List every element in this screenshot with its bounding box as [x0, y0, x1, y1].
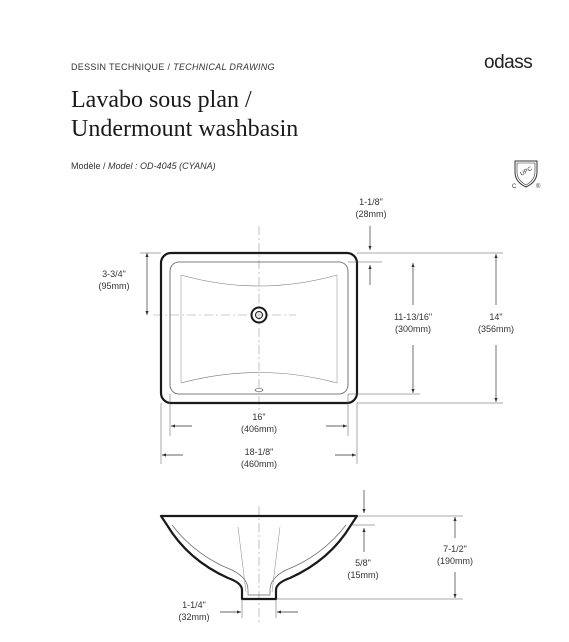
dim-outer-length-in: 14": [489, 312, 503, 322]
dim-height-in: 7-1/2": [443, 544, 467, 554]
top-view: [99, 197, 515, 469]
model-label-en: Model : OD-4045 (CYANA): [108, 161, 216, 171]
model-label-fr: Modèle: [71, 161, 101, 171]
title-line-fr: Lavabo sous plan /: [71, 87, 252, 113]
section-drain-right-line: [272, 527, 280, 592]
dim-drain-in: 1-1/4": [182, 600, 206, 610]
dim-rim-in: 5/8": [355, 558, 371, 568]
section-view: [161, 490, 473, 625]
dim-side-depth-mm: (95mm): [98, 281, 130, 291]
brand-logo: odass: [484, 52, 533, 73]
dim-drain-mm: (32mm): [178, 612, 210, 622]
dim-top-offset-in: 1-1/8": [359, 197, 383, 207]
dim-outer-width-in: 18-1/8": [244, 447, 274, 457]
dim-inner-width-mm: (406mm): [240, 424, 278, 434]
dim-outer-length-mm: (356mm): [477, 324, 515, 334]
cert-c-letter: C: [512, 184, 517, 190]
dim-inner-length-mm: (300mm): [394, 324, 432, 334]
drawing-type-fr: DESSIN TECHNIQUE: [71, 62, 165, 72]
drawing-type-separator: /: [164, 62, 174, 72]
model-separator: /: [100, 161, 109, 171]
dim-rim-mm: (15mm): [347, 570, 379, 580]
section-drain-left-line: [238, 527, 246, 592]
dim-top-offset-mm: (28mm): [355, 209, 387, 219]
title-line-en: Undermount washbasin: [71, 116, 299, 142]
dim-side-depth-in: 3-3/4": [102, 269, 126, 279]
cert-inner-text: UPC: [519, 166, 534, 178]
dim-inner-width-in: 16": [252, 412, 266, 422]
dim-inner-length-in: 11-13/16": [393, 312, 433, 322]
dim-height-mm: (190mm): [436, 556, 474, 566]
drawing-type-en: TECHNICAL DRAWING: [173, 62, 275, 72]
dim-outer-width-mm: (460mm): [240, 459, 278, 469]
cert-registered-mark: ®: [536, 184, 541, 190]
